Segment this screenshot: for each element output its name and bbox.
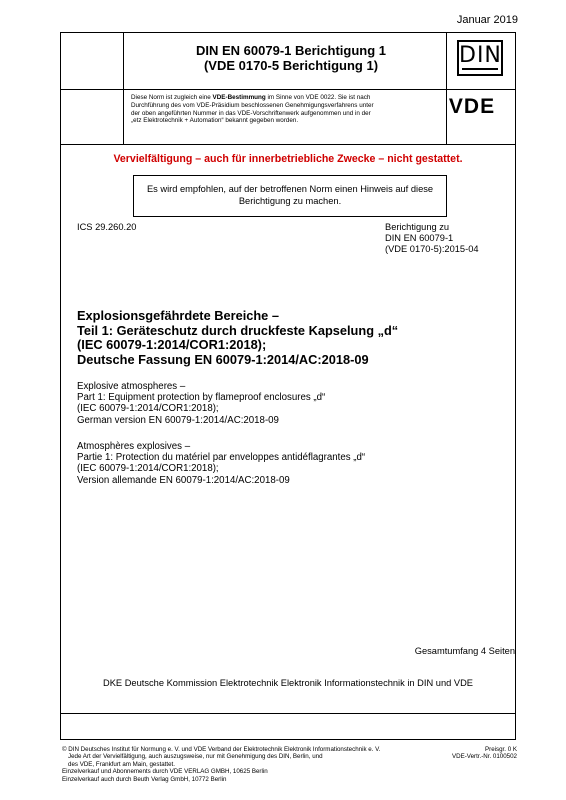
- legal-line: des VDE, Frankfurt am Main, gestattet.: [68, 760, 175, 768]
- din-logo-bar: [462, 68, 498, 70]
- issue-date: Januar 2019: [456, 14, 518, 26]
- legal-line: Jede Art der Vervielfältigung, auch auszugsweise, nur mit Genehmigung des DIN, Berlin, und: [68, 753, 323, 761]
- footer-legal: [62, 746, 442, 783]
- title-line: (IEC 60079-1:2014/COR1:2018);: [77, 463, 219, 475]
- reference-line: DIN EN 60079-1: [385, 233, 454, 244]
- info-text: Durchführung des vom VDE-Präsidium beschlossenen Genehmigungsverfahrens unter: [131, 101, 374, 109]
- notice-line: Es wird empfohlen, auf der betroffenen Norm einen Hinweis auf diese: [146, 184, 434, 194]
- notice-line: Berichtigung zu machen.: [238, 196, 342, 206]
- title-line: Deutsche Fassung EN 60079-1:2014/AC:2018-09: [77, 351, 369, 367]
- reference-line: Berichtigung zu: [385, 222, 450, 232]
- title-line: (VDE 0170-5 Berichtigung 1): [203, 58, 379, 73]
- title-german: [77, 309, 497, 367]
- title-line: Version allemande EN 60079-1:2014/AC:2018-09: [77, 474, 290, 486]
- ics-code: ICS 29.260.20: [77, 222, 137, 232]
- info-text: Diese Norm ist zugleich eine: [131, 94, 213, 101]
- legal-line: © DIN Deutsches Institut für Normung e. V. und VDE Verband der Elektrotechnik Elektronik Informationstechnik e. V.: [62, 746, 381, 753]
- title-english: [77, 381, 497, 426]
- divider: [61, 713, 515, 714]
- din-logo: [457, 40, 503, 76]
- info-text: der oben angeführten Nummer in das VDE-Vorschriftenwerk aufgenommen und in der: [131, 109, 371, 117]
- legal-line: Einzelverkauf und Abonnements durch VDE VERLAG GMBH, 10625 Berlin: [62, 768, 268, 776]
- title-line: German version EN 60079-1:2014/AC:2018-09: [77, 414, 279, 426]
- title-line: Explosive atmospheres –: [77, 381, 186, 392]
- vde-info-text: [131, 94, 437, 125]
- title-line: (IEC 60079-1:2014/COR1:2018);: [77, 337, 267, 353]
- din-logo-text: DIN: [459, 43, 502, 68]
- title-line: Part 1: Equipment protection by flameproof enclosures „d“: [77, 392, 326, 404]
- title-line: Teil 1: Geräteschutz durch druckfeste Kapselung „d“: [77, 322, 399, 338]
- title-line: Atmosphères explosives –: [77, 441, 191, 452]
- footer-price: [452, 746, 517, 761]
- total-pages: [415, 646, 515, 656]
- title-line: Partie 1: Protection du matériel par enveloppes antidéflagrantes „d“: [77, 452, 366, 464]
- title-line: Explosionsgefährdete Bereiche –: [77, 308, 279, 323]
- notice-box: [133, 175, 447, 217]
- correction-reference: [385, 222, 479, 256]
- dke-line: DKE Deutsche Kommission Elektrotechnik Elektronik Informationstechnik in DIN und VDE: [103, 678, 473, 688]
- info-text: „etz Elektrotechnik + Automation“ bekannt gegeben worden.: [131, 117, 299, 125]
- title-line: (IEC 60079-1:2014/COR1:2018);: [77, 403, 219, 415]
- info-text: im Sinne von VDE 0022. Sie ist nach: [265, 94, 371, 101]
- total-pages-text: Gesamtumfang 4 Seiten: [414, 646, 515, 656]
- price-group: Preisgr. 0 K: [485, 746, 517, 753]
- copy-warning: Vervielfältigung – auch für innerbetriebliche Zwecke – nicht gestattet.: [113, 153, 463, 165]
- cover-frame: [60, 32, 516, 740]
- document-title: [131, 43, 451, 73]
- vde-sales-number: VDE-Vertr.-Nr. 0100502: [452, 753, 517, 761]
- title-french: [77, 441, 497, 486]
- info-text-bold: VDE-Bestimmung: [212, 94, 266, 101]
- divider: [123, 33, 124, 144]
- vde-logo: VDE: [448, 95, 496, 118]
- title-line: DIN EN 60079-1 Berichtigung 1: [196, 43, 386, 58]
- reference-line: (VDE 0170-5):2015-04: [385, 244, 479, 255]
- divider: [61, 144, 515, 145]
- legal-line: Einzelverkauf auch durch Beuth Verlag GmbH, 10772 Berlin: [62, 775, 227, 783]
